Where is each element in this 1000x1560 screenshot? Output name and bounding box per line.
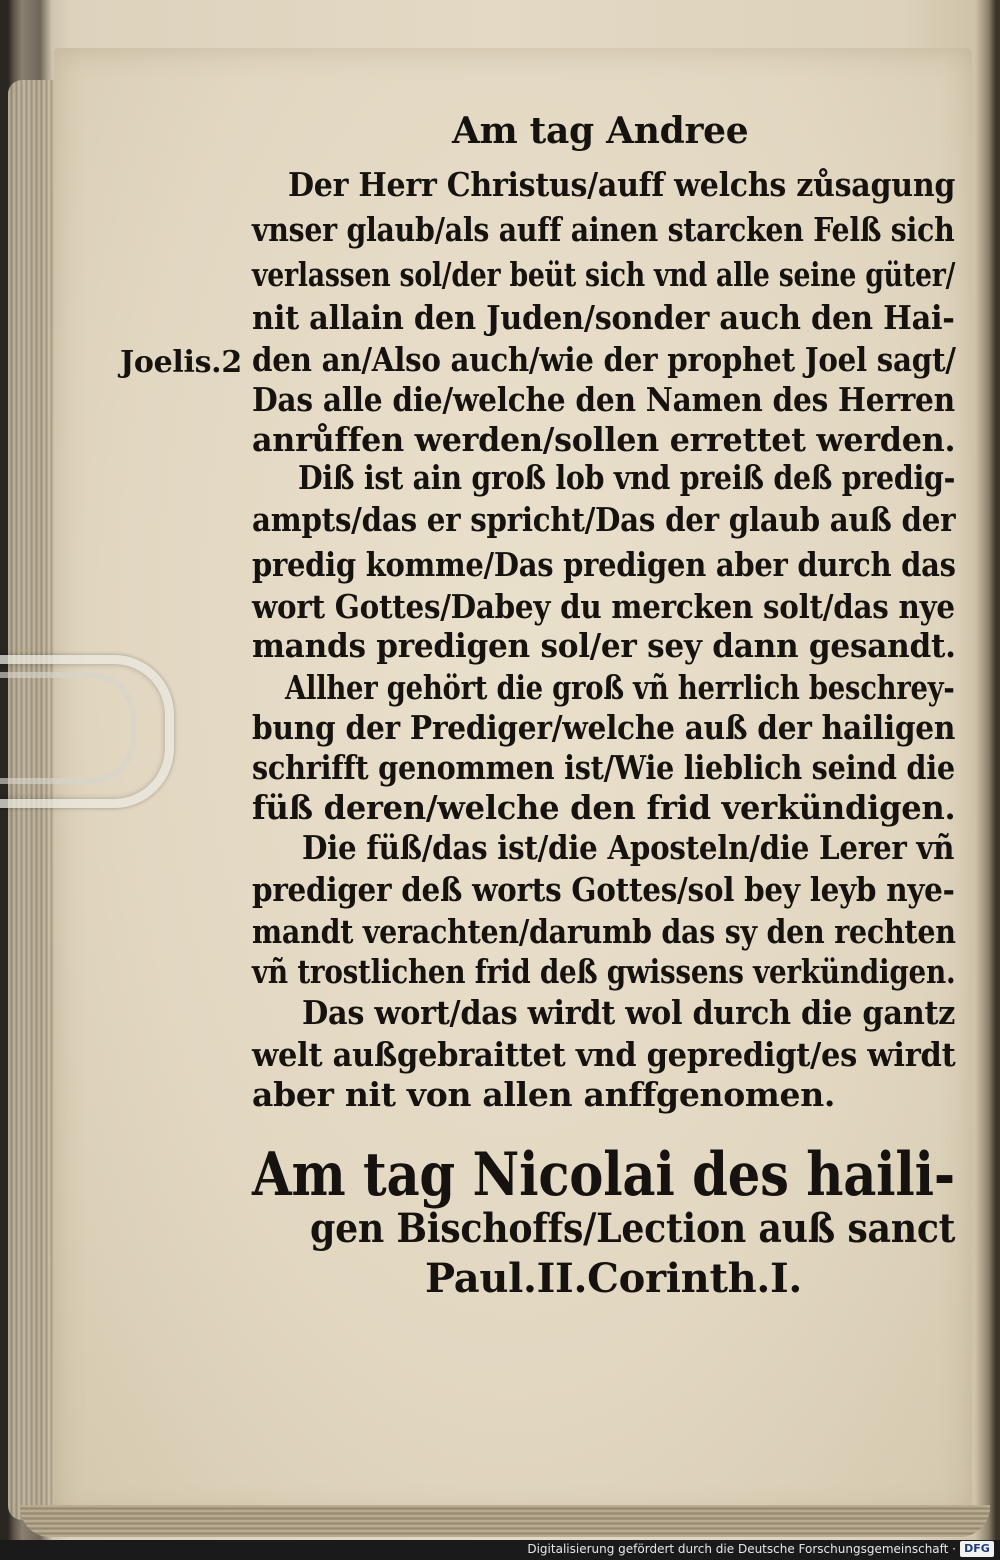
funding-notice: Digitalisierung gefördert durch die Deutsche Forschungsgemeinschaft · bbox=[527, 1542, 956, 1556]
section-subheading: gen Bischoffs/Lection auß sanct bbox=[310, 1205, 956, 1252]
body-line: welt außgebraittet vnd gepredigt/es wirdt bbox=[252, 1035, 956, 1074]
body-line: Das wort/das wirdt wol durch die gantz bbox=[302, 993, 956, 1032]
margin-note: Joelis.2 bbox=[120, 345, 242, 380]
body-line: wort Gottes/Dabey du mercken solt/das nye bbox=[252, 587, 955, 626]
paperclip-inner bbox=[0, 672, 136, 784]
dfg-logo: DFG bbox=[960, 1541, 994, 1557]
body-line: bung der Prediger/welche auß der hailigen bbox=[252, 708, 956, 747]
body-line: aber nit von allen anffgenomen. bbox=[252, 1075, 836, 1114]
section-subheading: Paul.II.Corinth.I. bbox=[425, 1255, 803, 1302]
body-line: Allher gehört die groß vñ herrlich beschrey- bbox=[285, 668, 955, 707]
body-line: verlassen sol/der beüt sich vnd alle seine güter/ bbox=[252, 255, 956, 294]
body-line: Die füß/das ist/die Aposteln/die Lerer vñ bbox=[302, 828, 955, 867]
body-line: Diß ist ain groß lob vnd preiß deß predig- bbox=[298, 458, 956, 497]
body-line: anrůffen werden/sollen errettet werden. bbox=[252, 420, 956, 459]
body-line: Der Herr Christus/auff welchs zůsagung bbox=[288, 165, 956, 204]
running-head: Am tag Andree bbox=[452, 110, 749, 152]
body-line: ampts/das er spricht/Das der glaub auß der bbox=[252, 500, 956, 539]
bottom-page-edge bbox=[20, 1505, 990, 1537]
body-line: schrifft genommen ist/Wie lieblich seind die bbox=[252, 748, 955, 787]
body-line: prediger deß worts Gottes/sol bey leyb nye- bbox=[252, 870, 955, 909]
body-line: Das alle die/welche den Namen des Herren bbox=[252, 380, 955, 419]
body-line: vnser glaub/als auff ainen starcken Felß sich bbox=[252, 210, 955, 249]
body-line: vñ trostlichen frid deß gwissens verkündigen. bbox=[252, 952, 956, 991]
body-line: nit allain den Juden/sonder auch den Hai- bbox=[252, 298, 955, 337]
body-line: den an/Also auch/wie der prophet Joel sagt/ bbox=[252, 340, 956, 379]
body-line: füß deren/welche den frid verkündigen. bbox=[252, 788, 956, 827]
body-line: mandt verachten/darumb das sy den rechten bbox=[252, 912, 956, 951]
body-line: mands predigen sol/er sey dann gesandt. bbox=[252, 626, 956, 665]
body-line: predig komme/Das predigen aber durch das bbox=[252, 545, 956, 584]
section-heading: Am tag Nicolai des haili- bbox=[252, 1140, 955, 1210]
